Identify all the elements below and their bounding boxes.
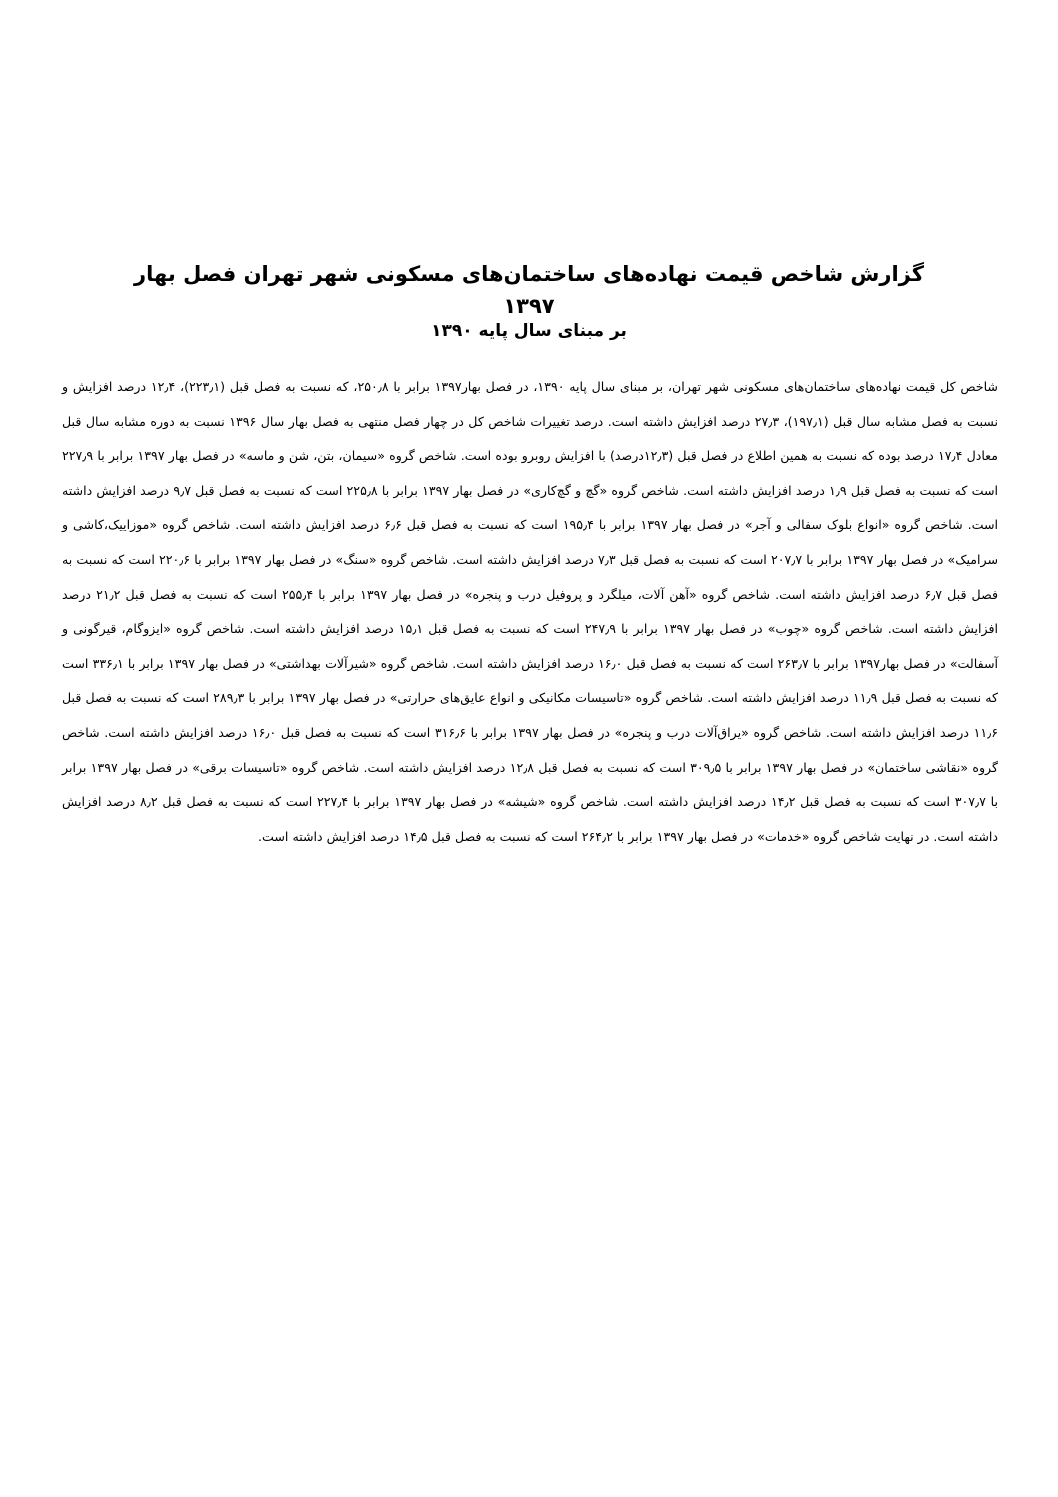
document-title: گزارش شاخص قیمت نهاده‌های ساختمان‌های مسکونی شهر تهران فصل بهار ۱۳۹۷	[134, 262, 924, 318]
body-paragraph: شاخص کل قیمت نهاده‌های ساختمان‌های مسکونی شهر تهران، بر مبنای سال پایه ۱۳۹۰، در فصل بهار۱۳۹۷ برابر با ۲۵۰٫۸، که نسبت به فصل قبل (۲۲۳٫۱)، ۱۲٫۴ درصد افزایش و نسبت به فصل مشابه سال قبل (۱۹۷٫۱)، ۲۷٫۳ درصد افزایش داشته است. درصد تغییرات شاخص کل در چهار فصل منتهی به فصل بهار سال ۱۳۹۶ نسبت به دوره مشابه سال قبل معادل ۱۷٫۴ درصد بوده که نسبت به همین اطلاع در فصل قبل (۱۲٫۳درصد) با افزایش روبرو بوده است. شاخص گروه «سیمان، بتن، شن و ماسه» در فصل بهار ۱۳۹۷ برابر با ۲۲۷٫۹ است که نسبت به فصل قبل ۱٫۹ درصد افزایش داشته است. شاخص گروه «گچ و گچ‌کاری» در فصل بهار ۱۳۹۷ برابر با ۲۲۵٫۸ است که نسبت به فصل قبل ۹٫۷ درصد افزایش داشته است. شاخص گروه «انواع بلوک سفالی و آجر» در فصل بهار ۱۳۹۷ برابر با ۱۹۵٫۴ است که نسبت به فصل قبل ۶٫۶ درصد افزایش داشته است. شاخص گروه «موزاییک،کاشی و سرامیک» در فصل بهار ۱۳۹۷ برابر با ۲۰۷٫۷ است که نسبت به فصل قبل ۷٫۳ درصد افزایش داشته است. شاخص گروه «سنگ» در فصل بهار ۱۳۹۷ برابر با ۲۲۰٫۶ است که نسبت به فصل قبل ۶٫۷ درصد افزایش داشته است. شاخص گروه «آهن آلات، میلگرد و پروفیل درب و پنجره» در فصل بهار ۱۳۹۷ برابر با ۲۵۵٫۴ است که نسبت به فصل قبل ۲۱٫۲ درصد افزایش داشته است. شاخص گروه «چوب» در فصل بهار ۱۳۹۷ برابر با ۲۴۷٫۹ است که نسبت به فصل قبل ۱۵٫۱ درصد افزایش داشته است. شاخص گروه «ایزوگام، قیرگونی و آسفالت» در فصل بهار۱۳۹۷ برابر با ۲۶۳٫۷ است که نسبت به فصل قبل ۱۶٫۰ درصد افزایش داشته است. شاخص گروه «شیرآلات بهداشتی» در فصل بهار ۱۳۹۷ برابر با ۳۳۶٫۱ است که نسبت به فصل قبل ۱۱٫۹ درصد افزایش داشته است. شاخص گروه «تاسیسات مکانیکی و انواع عایق‌های حرارتی» در فصل بهار ۱۳۹۷ برابر با ۲۸۹٫۳ است که نسبت به فصل قبل ۱۱٫۶ درصد افزایش داشته است. شاخص گروه «یراق‌آلات درب و پنجره» در فصل بهار ۱۳۹۷ برابر با ۳۱۶٫۶ است که نسبت به فصل قبل ۱۶٫۰ درصد افزایش داشته است. شاخص گروه «نقاشی ساختمان» در فصل بهار ۱۳۹۷ برابر با ۳۰۹٫۵ است که نسبت به فصل قبل ۱۲٫۸ درصد افزایش داشته است. شاخص گروه «تاسیسات برقی» در فصل بهار ۱۳۹۷ برابر با ۳۰۷٫۷ است که نسبت به فصل قبل ۱۴٫۲ درصد افزایش داشته است. شاخص گروه «شیشه» در فصل بهار ۱۳۹۷ برابر با ۲۲۷٫۴ است که نسبت به فصل قبل ۸٫۲ درصد افزایش داشته است. در نهایت شاخص گروه «خدمات» در فصل بهار ۱۳۹۷ برابر با ۲۶۴٫۲ است که نسبت به فصل قبل ۱۴٫۵ درصد افزایش داشته است.	[62, 379, 999, 844]
document-subtitle: بر مبنای سال پایه ۱۳۹۰	[431, 321, 627, 341]
